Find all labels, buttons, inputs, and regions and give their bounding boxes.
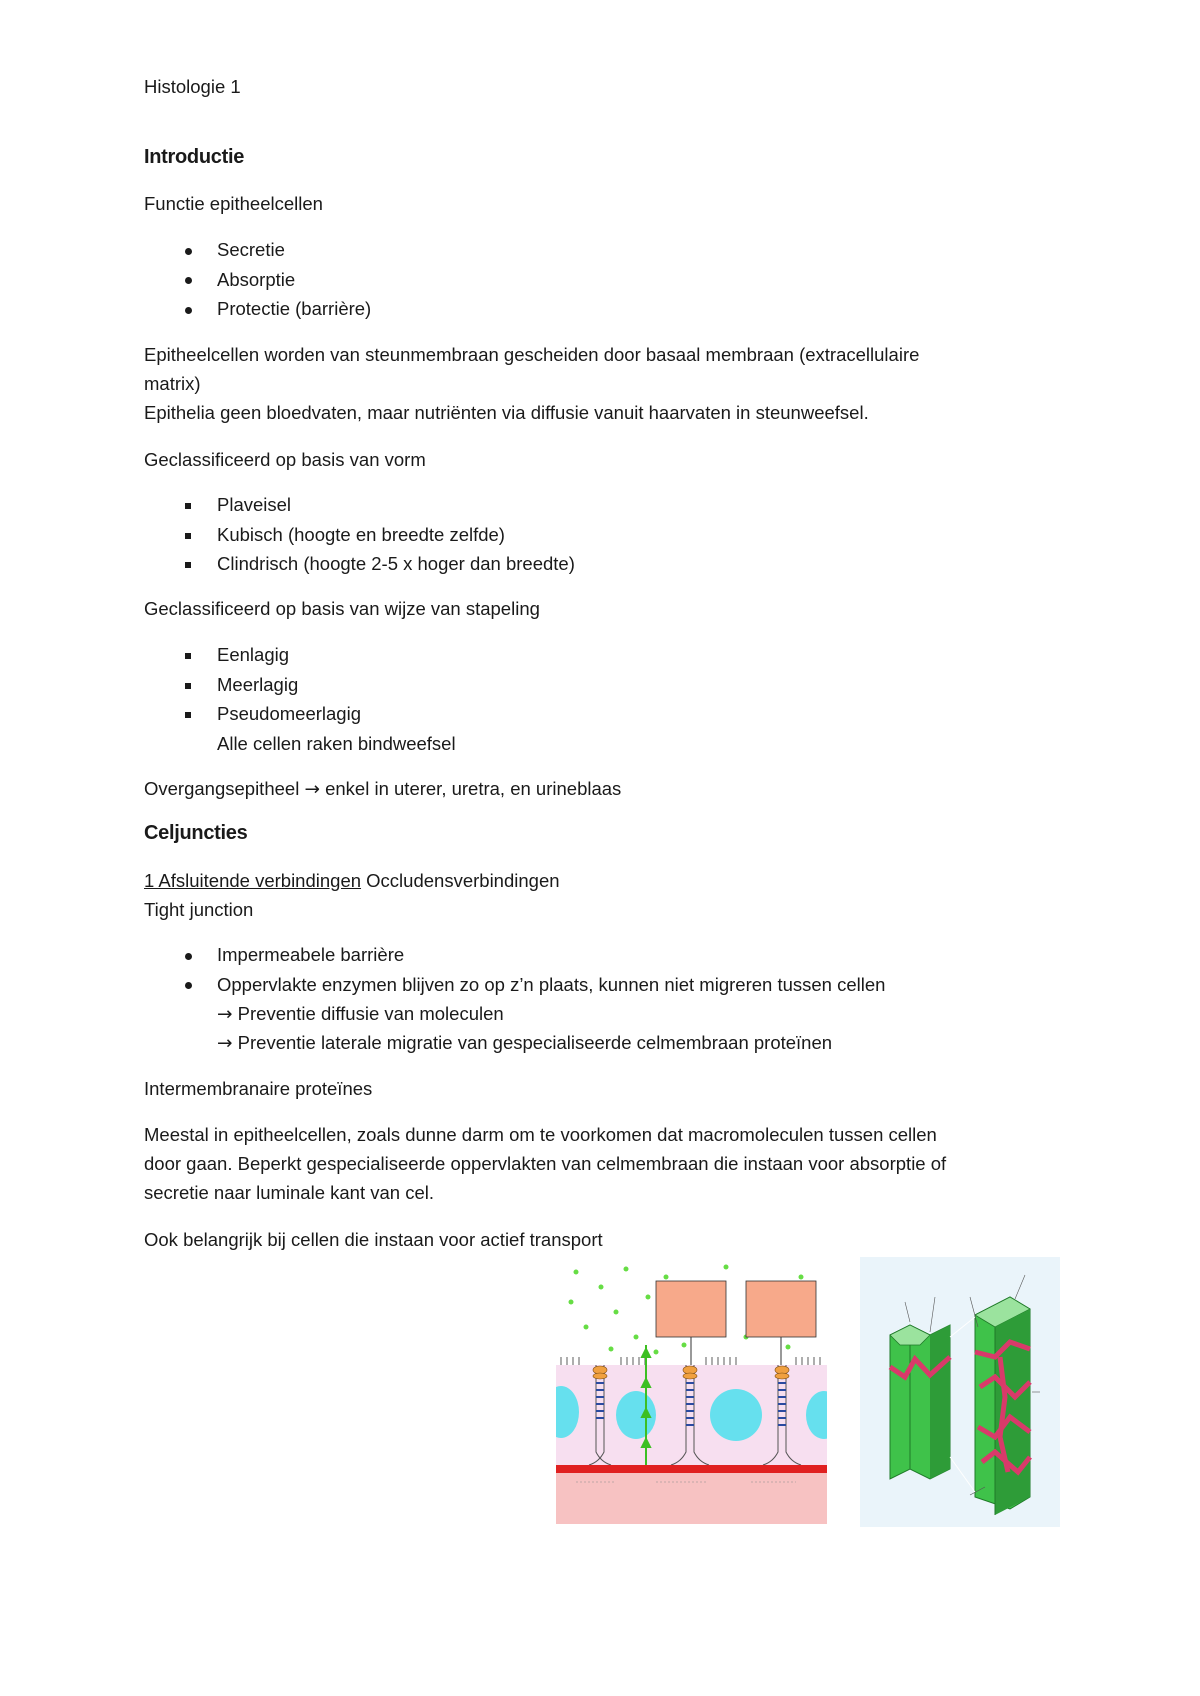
stapeling-note: Alle cellen raken bindweefsel (217, 733, 456, 754)
page-header-title: Histologie 1 (144, 76, 241, 97)
bullet-dot-icon (182, 970, 194, 1000)
bullet-dot-icon (182, 265, 194, 295)
functie-list (144, 235, 371, 324)
vorm-label: Geclassificeerd op basis van vorm (144, 449, 426, 470)
list-item: Pseudomeerlagig (144, 699, 361, 729)
tight-junction-list (144, 940, 885, 999)
cell-column-junction-diagram (860, 1257, 1060, 1527)
epitheel-paragraph-line3: Epithelia geen bloedvaten, maar nutriënten via diffusie vanuit haarvaten in steunweefsel. (144, 402, 869, 423)
bullet-dot-icon (182, 294, 194, 324)
tight-junction-diagram-icon (556, 1257, 827, 1524)
preventie-line-2: → Preventie laterale migratie van gespecialiseerde celmembraan proteïnen (217, 1032, 833, 1054)
tight-junction-label: Tight junction (144, 899, 254, 920)
stapeling-list (144, 640, 361, 729)
arrow-right-icon: → (217, 1033, 233, 1054)
list-item: Oppervlakte enzymen blijven zo op z’n plaats, kunnen niet migreren tussen cellen (144, 970, 885, 1000)
ook-belangrijk-line: Ook belangrijk bij cellen die instaan voor actief transport (144, 1229, 603, 1250)
bullet-square-icon (182, 549, 194, 579)
list-item: Clindrisch (hoogte 2-5 x hoger dan breedte) (144, 549, 575, 579)
afsluitende-underlined: 1 Afsluitende verbindingen (144, 870, 362, 891)
list-item: Secretie (144, 235, 371, 265)
list-item: Protectie (barrière) (144, 294, 371, 324)
cell-column-junction-diagram-icon (860, 1257, 1060, 1527)
heading-introductie: Introductie (144, 146, 245, 168)
bullet-dot-icon (182, 940, 194, 970)
overgang-term: Overgangsepitheel (144, 778, 300, 799)
stapeling-label: Geclassificeerd op basis van wijze van stapeling (144, 598, 540, 619)
list-item: Eenlagig (144, 640, 361, 670)
epitheel-paragraph-line1: Epitheelcellen worden van steunmembraan gescheiden door basaal membraan (extracellulaire (144, 344, 920, 365)
bullet-square-icon (182, 699, 194, 729)
overgang-line (144, 774, 621, 804)
meestal-paragraph-line2: door gaan. Beperkt gespecialiseerde oppervlakten van celmembraan die instaan voor absorptie of (144, 1153, 947, 1174)
afsluitende-rest: Occludensverbindingen (366, 870, 560, 891)
bullet-square-icon (182, 490, 194, 520)
list-item: Impermeabele barrière (144, 940, 885, 970)
arrow-right-icon: → (217, 1004, 233, 1025)
meestal-paragraph-line3: secretie naar luminale kant van cel. (144, 1182, 434, 1203)
intermembranaire-label: Intermembranaire proteïnes (144, 1078, 373, 1099)
meestal-paragraph-line1: Meestal in epitheelcellen, zoals dunne darm om te voorkomen dat macromoleculen tussen cellen (144, 1124, 937, 1145)
functie-label: Functie epitheelcellen (144, 193, 323, 214)
tight-junction-diagram (556, 1257, 827, 1524)
bullet-square-icon (182, 520, 194, 550)
bullet-dot-icon (182, 235, 194, 265)
bullet-square-icon (182, 640, 194, 670)
arrow-right-icon: → (304, 779, 320, 800)
afsluitende-line (144, 866, 560, 895)
heading-celjuncties: Celjuncties (144, 822, 248, 844)
list-item: Meerlagig (144, 670, 361, 700)
list-item: Kubisch (hoogte en breedte zelfde) (144, 520, 575, 550)
vorm-list (144, 490, 575, 579)
bullet-square-icon (182, 670, 194, 700)
epitheel-paragraph-line2: matrix) (144, 373, 201, 394)
preventie-line-1: → Preventie diffusie van moleculen (217, 1003, 504, 1025)
list-item: Plaveisel (144, 490, 575, 520)
list-item: Absorptie (144, 265, 371, 295)
overgang-rest: enkel in uterer, uretra, en urineblaas (325, 778, 622, 799)
